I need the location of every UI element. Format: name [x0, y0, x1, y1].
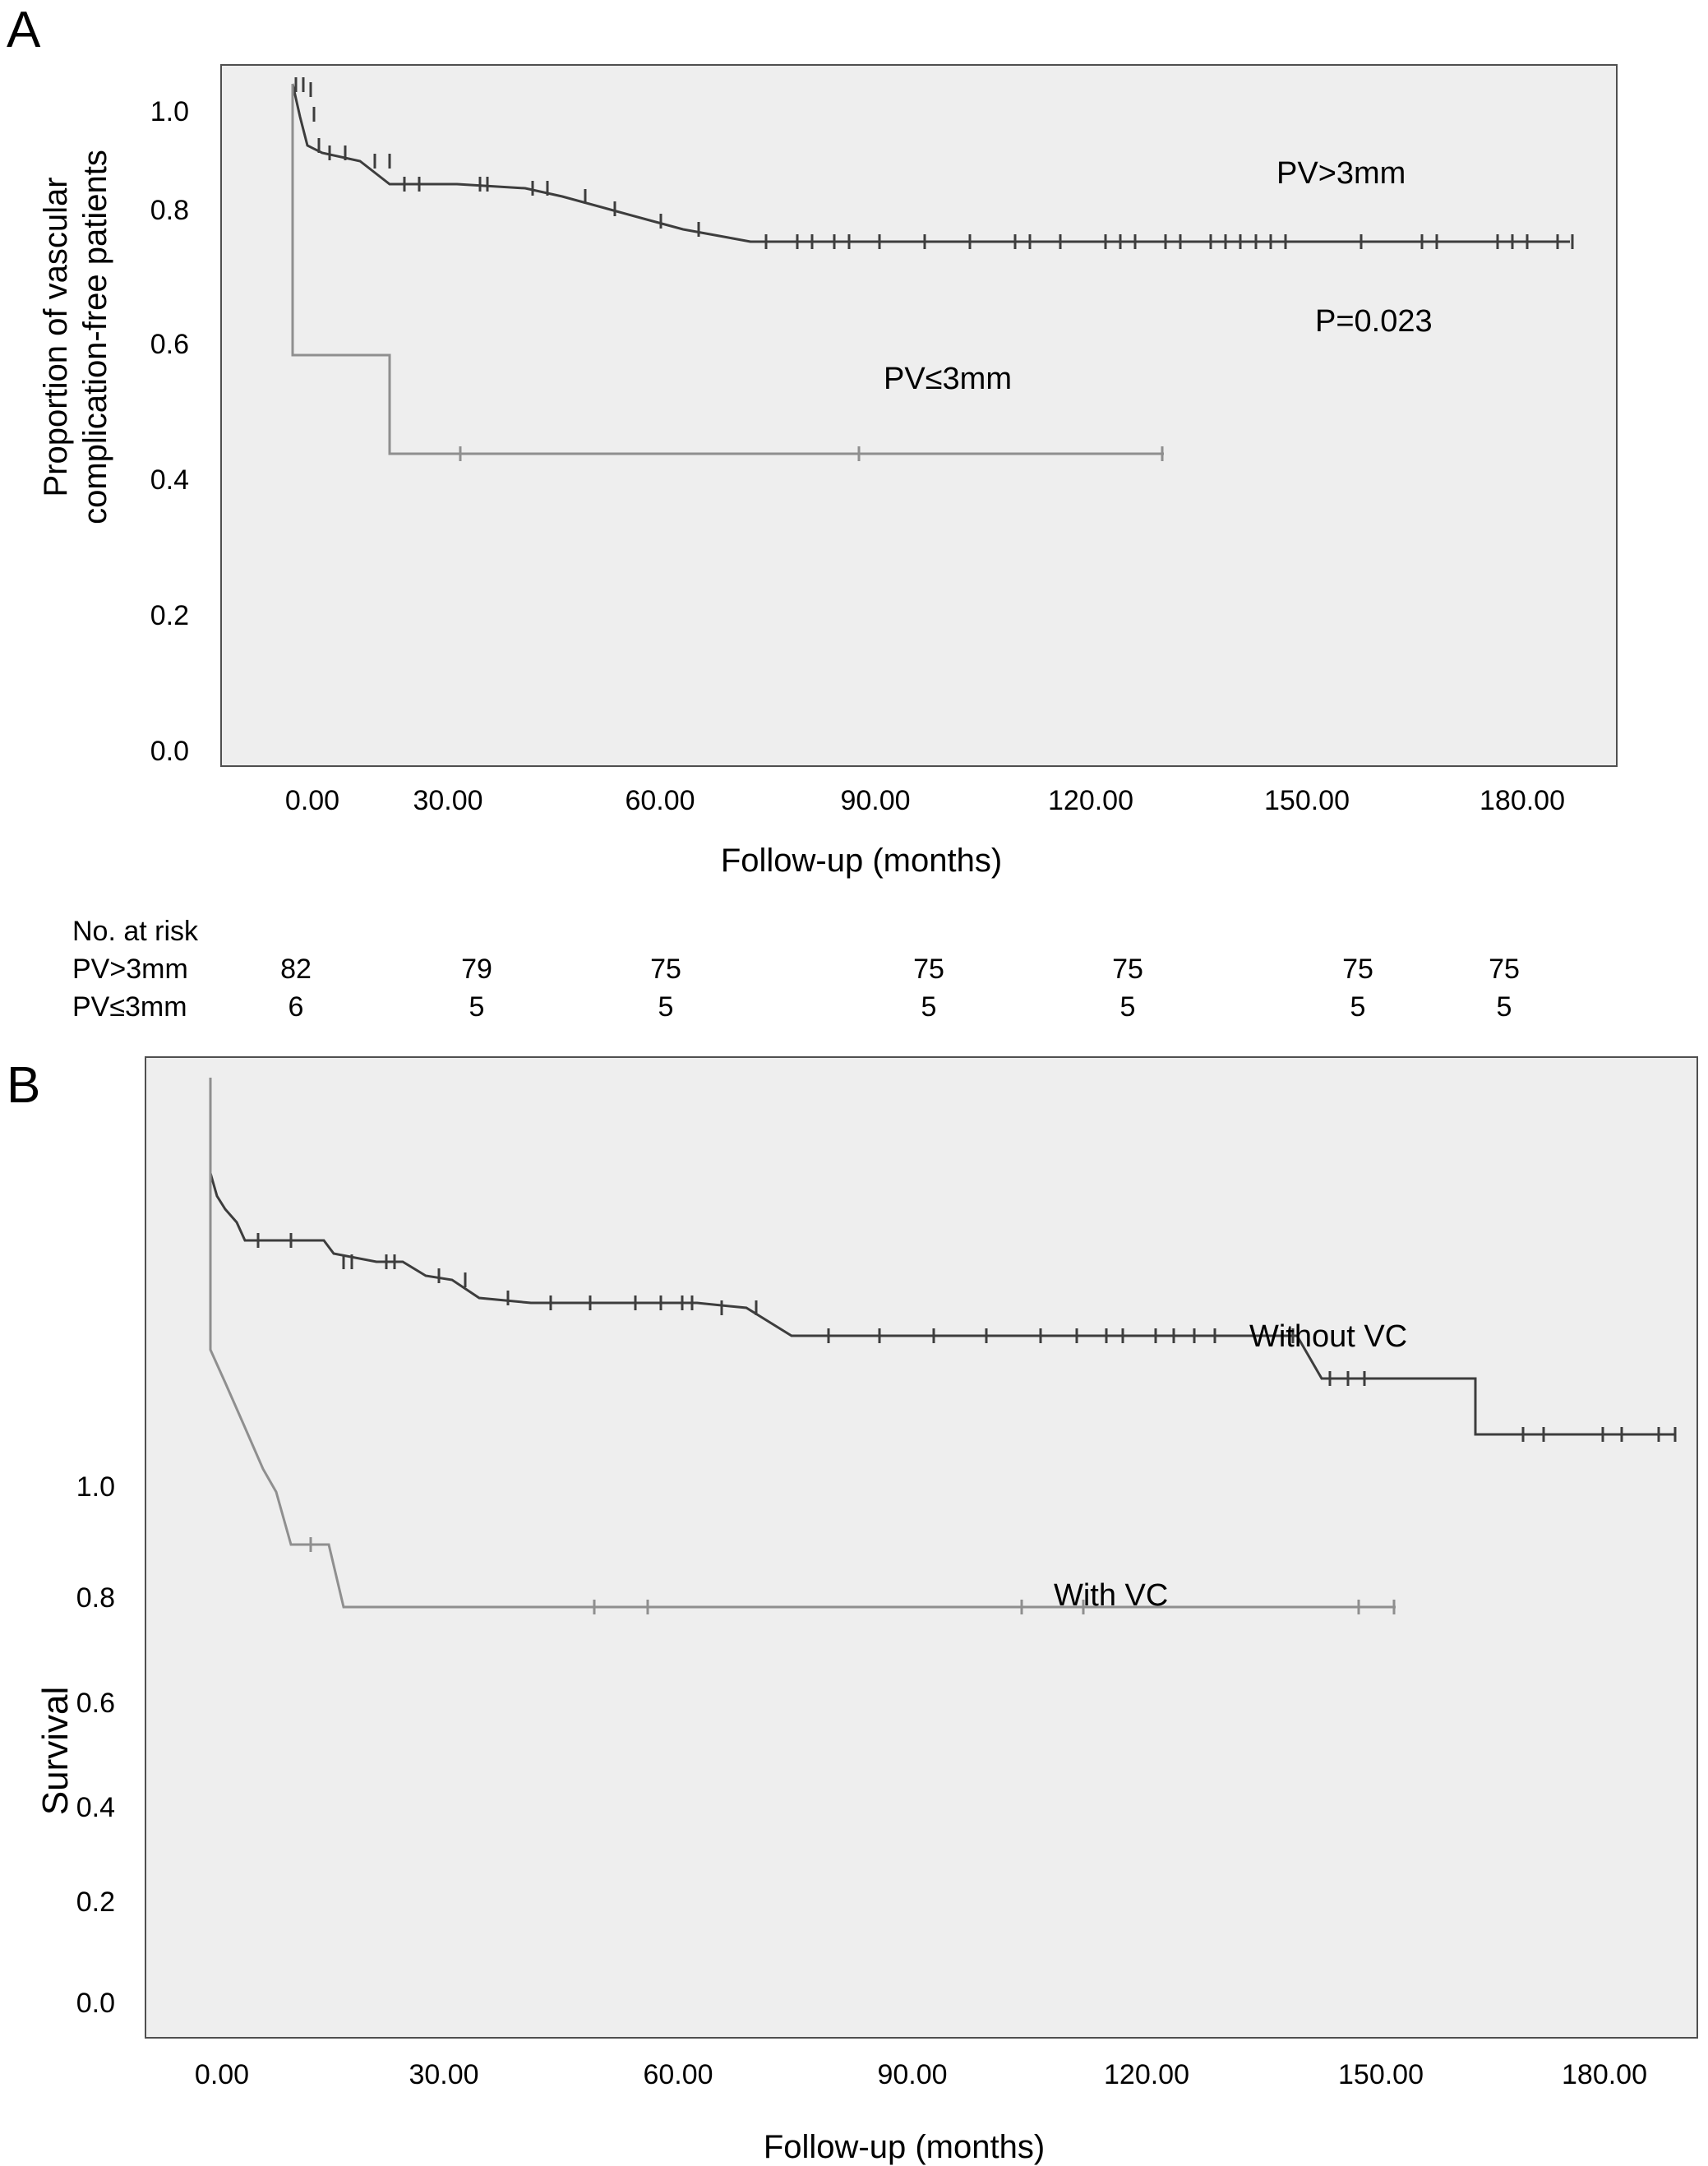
panel-a-label-pv-gt-3mm: PV>3mm	[1276, 156, 1406, 191]
panel-b-ytick-5: 1.0	[76, 1471, 115, 1503]
risk-table-row2-cell-0: 6	[288, 991, 304, 1023]
panel-b-xtick-5: 150.00	[1338, 2059, 1424, 2090]
panel-a-ytick-2: 0.4	[150, 464, 189, 496]
panel-a-pvalue: P=0.023	[1315, 304, 1433, 339]
panel-b-curves	[146, 1058, 1696, 2037]
panel-a-curve-pv-le-3mm	[293, 84, 1164, 454]
panel-a-y-axis-label-line2: complication-free patients	[77, 150, 113, 524]
panel-a-xtick-6: 180.00	[1479, 785, 1565, 816]
panel-b-curve-without-vc	[210, 1078, 1675, 1434]
panel-b-ytick-3: 0.6	[76, 1688, 115, 1719]
panel-a-ytick-5: 1.0	[150, 96, 189, 127]
panel-b-label-without-vc: Without VC	[1249, 1319, 1408, 1354]
panel-b-ytick-4: 0.8	[76, 1582, 115, 1614]
panel-b-ytick-2: 0.4	[76, 1792, 115, 1823]
risk-table-row1-cell-2: 75	[650, 954, 681, 985]
panel-a-xtick-3: 90.00	[840, 785, 911, 816]
risk-table-row2-cell-1: 5	[469, 991, 485, 1023]
panel-a-xtick-0: 0.00	[284, 785, 340, 816]
panel-a-x-axis-label: Follow-up (months)	[720, 843, 1003, 879]
panel-a-y-axis-label-line1: Proportion of vascular	[38, 177, 74, 497]
panel-b-ytick-0: 0.0	[76, 1988, 115, 2019]
panel-b-label-with-vc: With VC	[1054, 1578, 1169, 1613]
risk-table-row2-cell-6: 5	[1496, 991, 1512, 1023]
panel-b-xtick-6: 180.00	[1562, 2059, 1647, 2090]
panel-b-y-axis-label: Survival	[35, 1686, 76, 1816]
risk-table-row2-cell-3: 5	[921, 991, 937, 1023]
risk-table-row2-cell-2: 5	[658, 991, 674, 1023]
panel-b-censor-marks-without-vc	[258, 1233, 1675, 1442]
panel-b-xtick-3: 90.00	[877, 2059, 948, 2090]
panel-a-curves	[222, 66, 1616, 765]
risk-table-row1-cell-1: 79	[461, 954, 492, 985]
risk-table-row1-label: PV>3mm	[72, 954, 188, 985]
risk-table-row1-cell-3: 75	[913, 954, 944, 985]
panel-b-xtick-2: 60.00	[643, 2059, 713, 2090]
panel-a-xtick-4: 120.00	[1048, 785, 1133, 816]
panel-b-ytick-1: 0.2	[76, 1887, 115, 1918]
panel-b-xtick-4: 120.00	[1104, 2059, 1189, 2090]
risk-table-row1-cell-4: 75	[1112, 954, 1143, 985]
panel-b-xtick-0: 0.00	[194, 2059, 250, 2090]
panel-b	[0, 1057, 1708, 2165]
panel-a-ytick-0: 0.0	[150, 736, 189, 767]
panel-a	[0, 0, 1708, 1060]
risk-table-row1-cell-5: 75	[1342, 954, 1373, 985]
panel-b-curve-with-vc	[210, 1078, 1396, 1607]
panel-a-ytick-4: 0.8	[150, 195, 189, 226]
panel-b-censor-marks-with-vc	[311, 1537, 1394, 1614]
panel-a-ytick-3: 0.6	[150, 329, 189, 360]
panel-a-xtick-2: 60.00	[625, 785, 695, 816]
risk-table-row2-cell-4: 5	[1119, 991, 1136, 1023]
panel-b-xtick-1: 30.00	[409, 2059, 479, 2090]
panel-a-plot-area	[220, 64, 1618, 767]
panel-a-xtick-5: 150.00	[1264, 785, 1350, 816]
risk-table-row2-label: PV≤3mm	[72, 991, 187, 1023]
panel-a-xtick-1: 30.00	[413, 785, 483, 816]
panel-a-ytick-1: 0.2	[150, 600, 189, 631]
panel-a-label-pv-le-3mm: PV≤3mm	[884, 362, 1012, 396]
risk-table-row1-cell-6: 75	[1489, 954, 1520, 985]
risk-table-title: No. at risk	[72, 916, 199, 947]
panel-b-plot-area	[145, 1056, 1698, 2039]
panel-b-letter: B	[7, 1057, 41, 1114]
panel-a-letter: A	[7, 2, 41, 58]
risk-table-row2-cell-5: 5	[1350, 991, 1366, 1023]
panel-b-x-axis-label: Follow-up (months)	[763, 2129, 1046, 2165]
risk-table-row1-cell-0: 82	[280, 954, 312, 985]
